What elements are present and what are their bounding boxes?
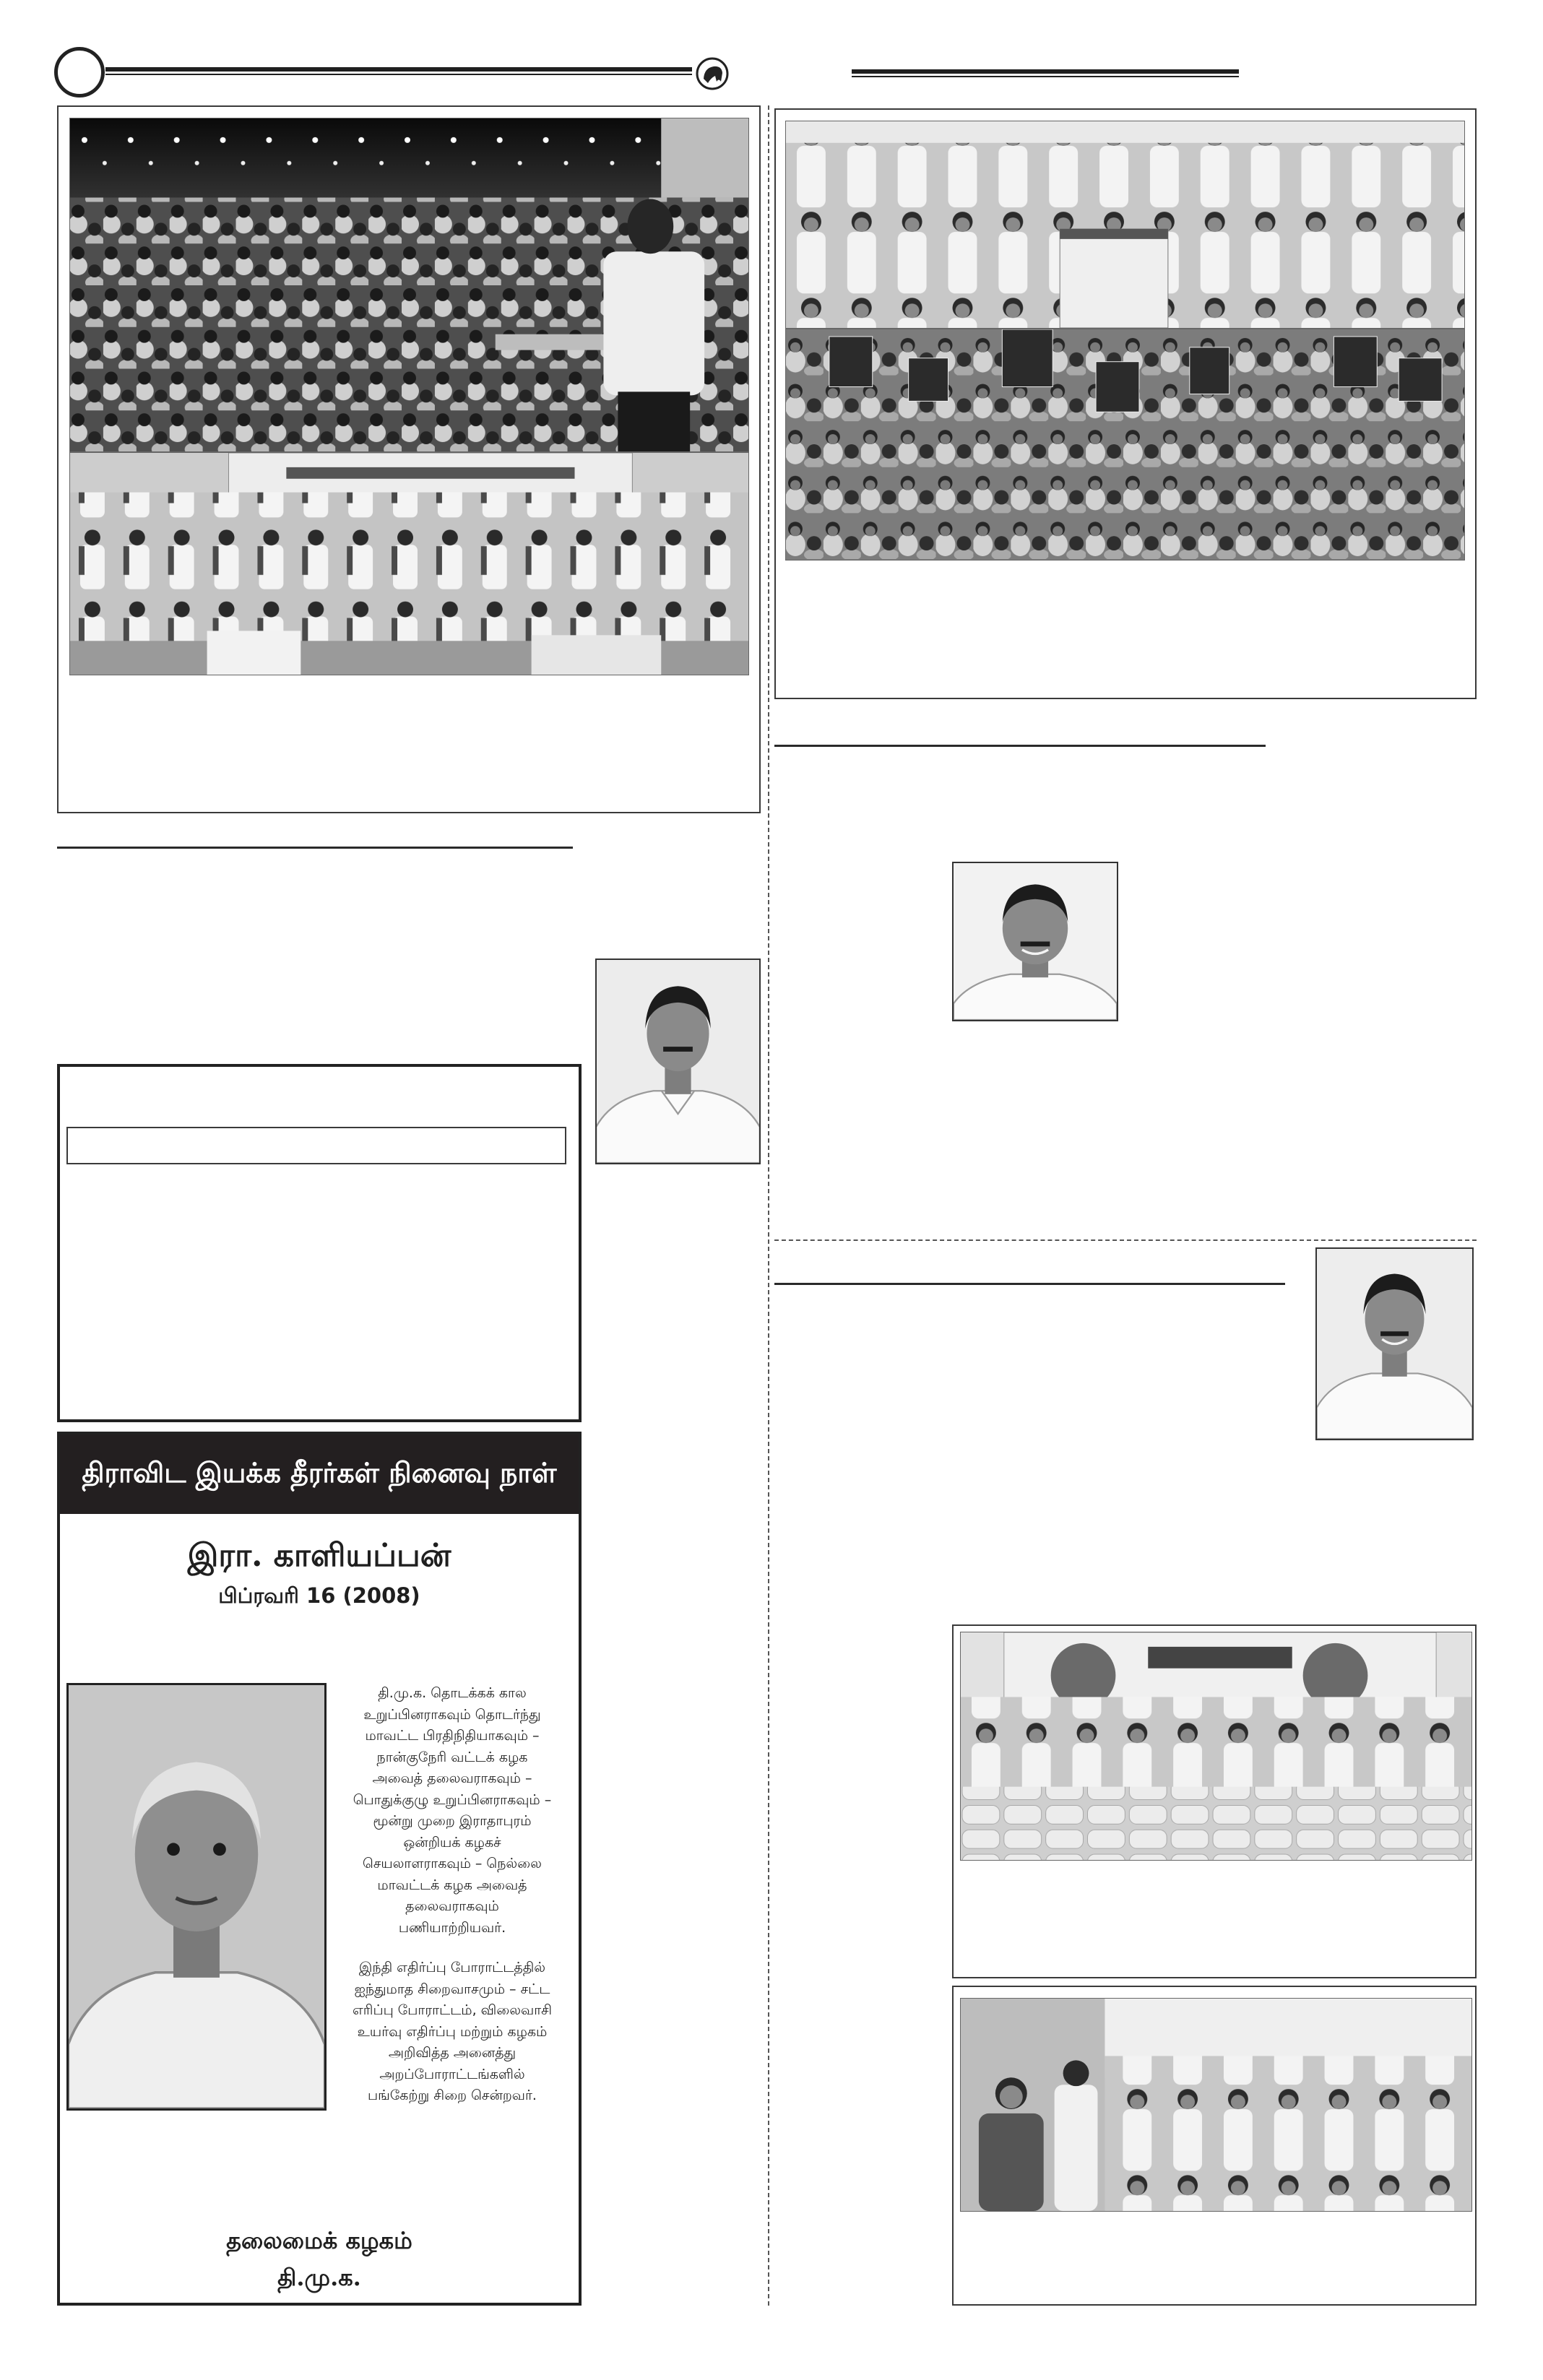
bio-line: உறுப்பினராகவும் தொடர்ந்து <box>363 1706 541 1723</box>
struggle-line: பங்கேற்று சிறை சென்றவர். <box>368 2087 537 2103</box>
speaker-podium <box>1060 229 1168 328</box>
struggle-paragraph <box>329 1957 576 2107</box>
leaders-on-stage-photo <box>785 121 1465 329</box>
memorial-portrait <box>66 1683 327 2111</box>
stage-table <box>532 635 662 675</box>
speaker-head <box>627 199 673 254</box>
memorial-notice <box>57 1432 582 2306</box>
portrait-graphic <box>1317 1249 1472 1439</box>
memorial-banner: திராவிட இயக்க தீரர்கள் நினைவு நாள் <box>60 1435 579 1514</box>
portrait-shirt <box>69 1973 324 2108</box>
night-rally-photo <box>69 118 749 452</box>
bio-line: பணியாற்றியவர். <box>398 1919 506 1936</box>
placard <box>1399 358 1442 402</box>
placard <box>1334 337 1377 387</box>
portrait-eye <box>167 1843 180 1856</box>
struggle-line: அறப்போராட்டங்களில் <box>379 2066 525 2082</box>
memorial-name: இரா. காளியப்பன் <box>187 1537 451 1574</box>
bio-line: செயலாளராகவும் – நெல்லை <box>363 1856 542 1871</box>
struggle-line: இந்தி எதிர்ப்பு போராட்டத்தில் <box>358 1960 546 1976</box>
bio-line: அவைத் தலைவராகவும் – <box>372 1770 532 1786</box>
portrait-moustache <box>663 1047 693 1052</box>
boxed-article-header <box>66 1127 566 1164</box>
stage-railing <box>496 334 618 350</box>
banner-strip <box>1148 1647 1292 1669</box>
portrait-shirt <box>1317 1373 1472 1439</box>
stage-dignitaries-photo <box>69 452 749 675</box>
leaders-on-stage-graphic <box>786 121 1464 328</box>
headline-rule <box>57 847 573 849</box>
struggle-line: ஐந்துமாத சிறைவாசமும் – சட்ட <box>354 1981 550 1997</box>
woman-saree <box>979 2113 1044 2211</box>
placard <box>1002 329 1053 387</box>
seated-leaders <box>70 493 748 644</box>
bio-line: மாவட்ட பிரதிநிதியாகவும் – <box>365 1728 540 1744</box>
bio-line: மாவட்டக் கழக அவைத் <box>377 1877 527 1893</box>
leader-portrait <box>952 862 1118 1021</box>
night-rally-graphic <box>70 118 748 451</box>
column-separator <box>768 105 769 2306</box>
struggle-line: உயர்வு எதிர்ப்பு மற்றும் கழகம் <box>357 2023 548 2040</box>
stage-dignitaries-graphic <box>70 453 748 675</box>
party-event-graphic <box>961 1999 1471 2211</box>
side-banner <box>661 118 748 198</box>
struggle-line: எரிப்பு போராட்டம், விலைவாசி <box>352 2002 553 2018</box>
header-rule-right <box>852 69 1239 77</box>
rice-sacks <box>961 1787 1471 1860</box>
party-event-photo <box>960 1998 1472 2212</box>
bio-line: நான்குநேரி வட்டக் கழக <box>376 1749 528 1765</box>
man-head <box>1063 2060 1089 2086</box>
protest-crowd-graphic <box>786 329 1464 560</box>
bio-line: ஒன்றியக் கழகச் <box>403 1834 501 1851</box>
portrait-moustache <box>1021 942 1050 947</box>
bio-line: தலைவராகவும் <box>405 1898 499 1914</box>
leader-portrait <box>595 959 761 1164</box>
placard <box>1096 362 1139 412</box>
memorial-biography <box>329 1683 576 2107</box>
boxed-article <box>57 1064 582 1422</box>
welfare-distribution-photo <box>960 1632 1472 1861</box>
bio-line: தி.மு.க. தொடக்கக் கால <box>378 1685 527 1701</box>
man-shirt <box>1055 2085 1098 2211</box>
portrait-eye <box>213 1843 226 1856</box>
bio-line: மூன்று முறை இராதாபுரம் <box>373 1813 532 1829</box>
headline-rule <box>774 1283 1285 1285</box>
podium-top <box>1060 229 1168 239</box>
placard <box>909 358 948 402</box>
memorial-portrait-graphic <box>69 1685 324 2108</box>
party-emblem-icon <box>695 56 730 91</box>
event-attendees <box>1105 2056 1471 2211</box>
placard <box>829 337 873 387</box>
woman-face <box>1000 2085 1023 2108</box>
protest-crowd-photo <box>785 329 1465 561</box>
speaker-shirt <box>603 251 704 395</box>
portrait-shirt <box>597 1091 759 1163</box>
memorial-date: பிப்ரவரி 16 (2008) <box>218 1583 420 1608</box>
stage-banner-strip <box>286 467 574 479</box>
headline-rule <box>774 745 1266 747</box>
placard <box>1190 347 1229 394</box>
portrait-graphic <box>954 863 1117 1020</box>
portrait-moustache <box>1380 1331 1409 1336</box>
signature-organisation: தலைமைக் கழகம் <box>226 2227 412 2254</box>
header-rule-left <box>105 67 692 75</box>
street-lights <box>70 133 748 198</box>
emblem-graphic <box>695 56 730 91</box>
bio-paragraph <box>329 1683 576 1939</box>
bio-line: பொதுக்குழு உறுப்பினராகவும் – <box>353 1791 552 1808</box>
section-divider <box>774 1239 1477 1241</box>
portrait-graphic <box>597 960 759 1163</box>
leader-portrait <box>1315 1247 1474 1440</box>
stage-table <box>207 631 301 675</box>
circle-marker-icon <box>54 47 105 98</box>
speaker-trousers <box>618 391 690 451</box>
welfare-distribution-graphic <box>961 1632 1471 1860</box>
struggle-line: அறிவித்த அனைத்து <box>388 2045 517 2061</box>
signature-party: தி.மு.க. <box>277 2264 361 2291</box>
